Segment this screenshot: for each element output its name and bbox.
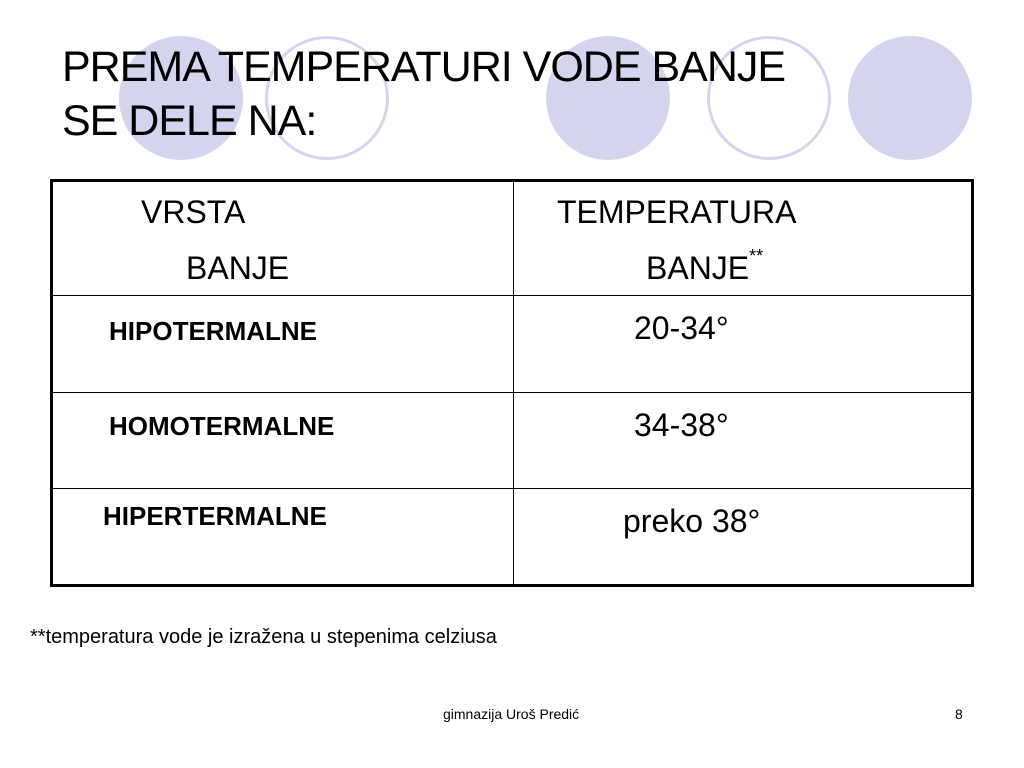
header-type-line-1: VRSTA [141,194,246,230]
footnote: **temperatura vode je izražena u stepenima celziusa [30,626,497,648]
spa-type-label: HIPERTERMALNE [103,501,327,532]
header-temperature-line-2-text: BANJE [646,250,750,286]
row-temperature-cell [514,489,973,586]
spa-temperature-value: 34-38° [634,406,729,443]
header-type-line-2: BANJE [186,250,290,286]
slide-title [62,40,962,148]
table-row [52,489,973,586]
row-type-cell [52,392,514,489]
row-type-cell [52,295,514,392]
footer-text: gimnazija Uroš Predić [443,706,580,722]
row-temperature-cell [514,295,973,392]
spa-temperature-value: preko 38° [623,503,761,540]
slide-title-line-2: SE DELE NA: [62,97,317,145]
spa-type-label: HOMOTERMALNE [109,410,335,441]
header-footnote-marker: ** [749,246,764,266]
row-type-cell [52,489,514,586]
spa-temperature-value: 20-34° [634,309,729,346]
page-number: 8 [955,706,963,722]
table-header-row [52,181,973,296]
table-row [52,295,973,392]
header-cell-temperature [514,181,973,296]
spa-type-label: HIPOTERMALNE [109,315,317,346]
table-row [52,392,973,489]
spa-temperature-table [50,179,974,587]
row-temperature-cell [514,392,973,489]
header-temperature-line-2 [646,246,764,287]
header-temperature-line-1: TEMPERATURA [557,194,797,230]
header-cell-type [52,181,514,296]
slide-title-line-1: PREMA TEMPERATURI VODE BANJE [62,43,786,91]
